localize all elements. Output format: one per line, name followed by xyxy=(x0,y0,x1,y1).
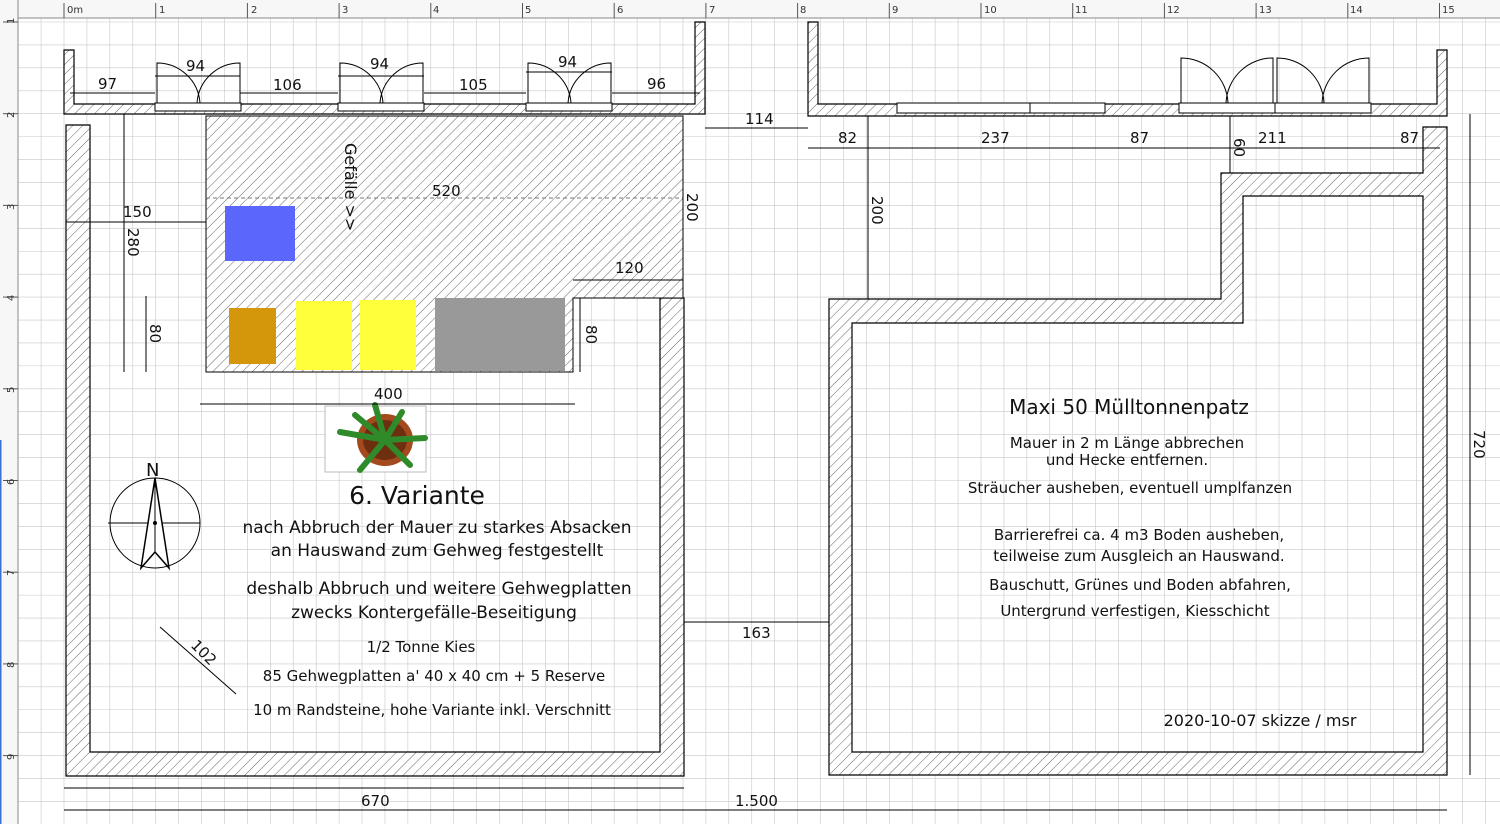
compass-north-label: N xyxy=(146,460,160,481)
left-notes-line: 85 Gehwegplatten a' 40 x 40 cm + 5 Reserve xyxy=(262,667,606,685)
right-notes-line: Bauschutt, Grünes und Boden abfahren, xyxy=(989,576,1291,594)
left-notes-line: deshalb Abbruch und weitere Gehwegplatten xyxy=(246,579,632,599)
right-house-wall[interactable] xyxy=(808,22,1447,116)
ruler-top-label: 1 xyxy=(159,5,166,16)
ruler-top-label: 7 xyxy=(709,5,716,16)
left-notes-line: 10 m Randsteine, hohe Variante inkl. Verschnitt xyxy=(253,701,611,719)
left-notes-line: 1/2 Tonne Kies xyxy=(366,638,476,656)
ruler-top-label: 13 xyxy=(1259,5,1272,16)
dim-label: 163 xyxy=(742,624,771,642)
ruler-left-label: 8 xyxy=(6,661,17,668)
left-notes-line: zwecks Kontergefälle-Beseitigung xyxy=(291,603,577,623)
dim-label: 280 xyxy=(124,228,142,257)
dim-label: 96 xyxy=(647,75,667,93)
dim-label: 80 xyxy=(146,324,164,344)
dim-label: 1.500 xyxy=(735,792,778,810)
dim-label: 520 xyxy=(432,182,461,200)
ruler-left-label: 1 xyxy=(6,17,17,24)
ruler-top-label: 12 xyxy=(1167,5,1180,16)
ruler-top-label: 3 xyxy=(342,5,349,16)
right-notes-line: Barrierefrei ca. 4 m3 Boden ausheben, xyxy=(993,526,1285,544)
dim-label: 87 xyxy=(1130,129,1150,147)
ruler-top-label: 11 xyxy=(1075,5,1088,16)
ruler-left-label: 4 xyxy=(6,294,17,301)
left-notes-line: nach Abbruch der Mauer zu starkes Absacken xyxy=(242,518,632,538)
dim-label: 670 xyxy=(361,792,390,810)
bin-yellow-1[interactable] xyxy=(296,301,352,370)
left-notes-title: 6. Variante xyxy=(349,481,485,510)
left-ruler xyxy=(0,0,18,824)
ruler-left-label: 6 xyxy=(6,478,17,485)
dim-label: 94 xyxy=(558,53,578,71)
bin-yellow-2[interactable] xyxy=(360,300,416,370)
dim-label: 237 xyxy=(981,129,1010,147)
ruler-top-label: 8 xyxy=(800,5,807,16)
dim-label: 211 xyxy=(1258,129,1287,147)
dim-label: 87 xyxy=(1400,129,1420,147)
top-ruler xyxy=(0,0,1500,18)
ruler-left-label: 9 xyxy=(6,753,17,760)
right-notes-line: Sträucher ausheben, eventuell umplfanzen xyxy=(967,479,1293,497)
right-notes-line: und Hecke entfernen. xyxy=(1045,451,1209,469)
ruler-left-label: 7 xyxy=(6,569,17,576)
dim-label: 720 xyxy=(1470,430,1488,459)
ruler-top-label: 14 xyxy=(1350,5,1363,16)
dim-label: 400 xyxy=(374,385,403,403)
dim-label: 106 xyxy=(273,76,302,94)
dim-label: 200 xyxy=(683,193,701,222)
ruler-left-label: 2 xyxy=(6,111,17,118)
dim-label: 94 xyxy=(186,57,206,75)
ruler-top-label: 9 xyxy=(892,5,899,16)
dim-label: 94 xyxy=(370,55,390,73)
dim-label: 200 xyxy=(868,196,886,225)
compass-north-icon xyxy=(108,460,200,568)
dim-label: 60 xyxy=(1230,138,1248,158)
right-notes-line: teilweise zum Ausgleich an Hauswand. xyxy=(993,547,1285,565)
dim-label: 82 xyxy=(838,129,858,147)
right-notes-line: Untergrund verfestigen, Kiesschicht xyxy=(1000,602,1270,620)
left-notes xyxy=(242,481,631,719)
ruler-left-label: 5 xyxy=(6,386,17,393)
dim-label: 80 xyxy=(582,325,600,345)
dim-label: 120 xyxy=(615,259,644,277)
ruler-top-label: 6 xyxy=(617,5,624,16)
right-notes-title: Maxi 50 Mülltonnenpatz xyxy=(1009,395,1249,419)
ruler-top-label: 2 xyxy=(251,5,258,16)
bin-gray[interactable] xyxy=(435,298,565,371)
plant-pot-icon xyxy=(325,405,426,472)
dim-label: 105 xyxy=(459,76,488,94)
signature-label: 2020-10-07 skizze / msr xyxy=(1163,711,1357,730)
dim-label: 97 xyxy=(98,75,118,93)
slope-label: Gefälle >> xyxy=(341,143,360,232)
dim-label: 114 xyxy=(745,110,774,128)
dim-label: 150 xyxy=(123,203,152,221)
bin-blue[interactable] xyxy=(225,206,295,261)
ruler-top-label: 5 xyxy=(525,5,532,16)
ruler-top-label: 0m xyxy=(67,5,84,16)
left-notes-line: an Hauswand zum Gehweg festgestellt xyxy=(270,541,604,561)
dim-label: 102 xyxy=(187,636,221,670)
ruler-top-label: 4 xyxy=(433,5,440,16)
right-notes xyxy=(968,395,1357,730)
ruler-top-label: 15 xyxy=(1442,5,1455,16)
ruler-left-label: 3 xyxy=(6,203,17,210)
right-notes-line: Mauer in 2 m Länge abbrechen xyxy=(1009,434,1245,452)
ruler-top-label: 10 xyxy=(984,5,997,16)
bin-brown[interactable] xyxy=(229,308,276,364)
